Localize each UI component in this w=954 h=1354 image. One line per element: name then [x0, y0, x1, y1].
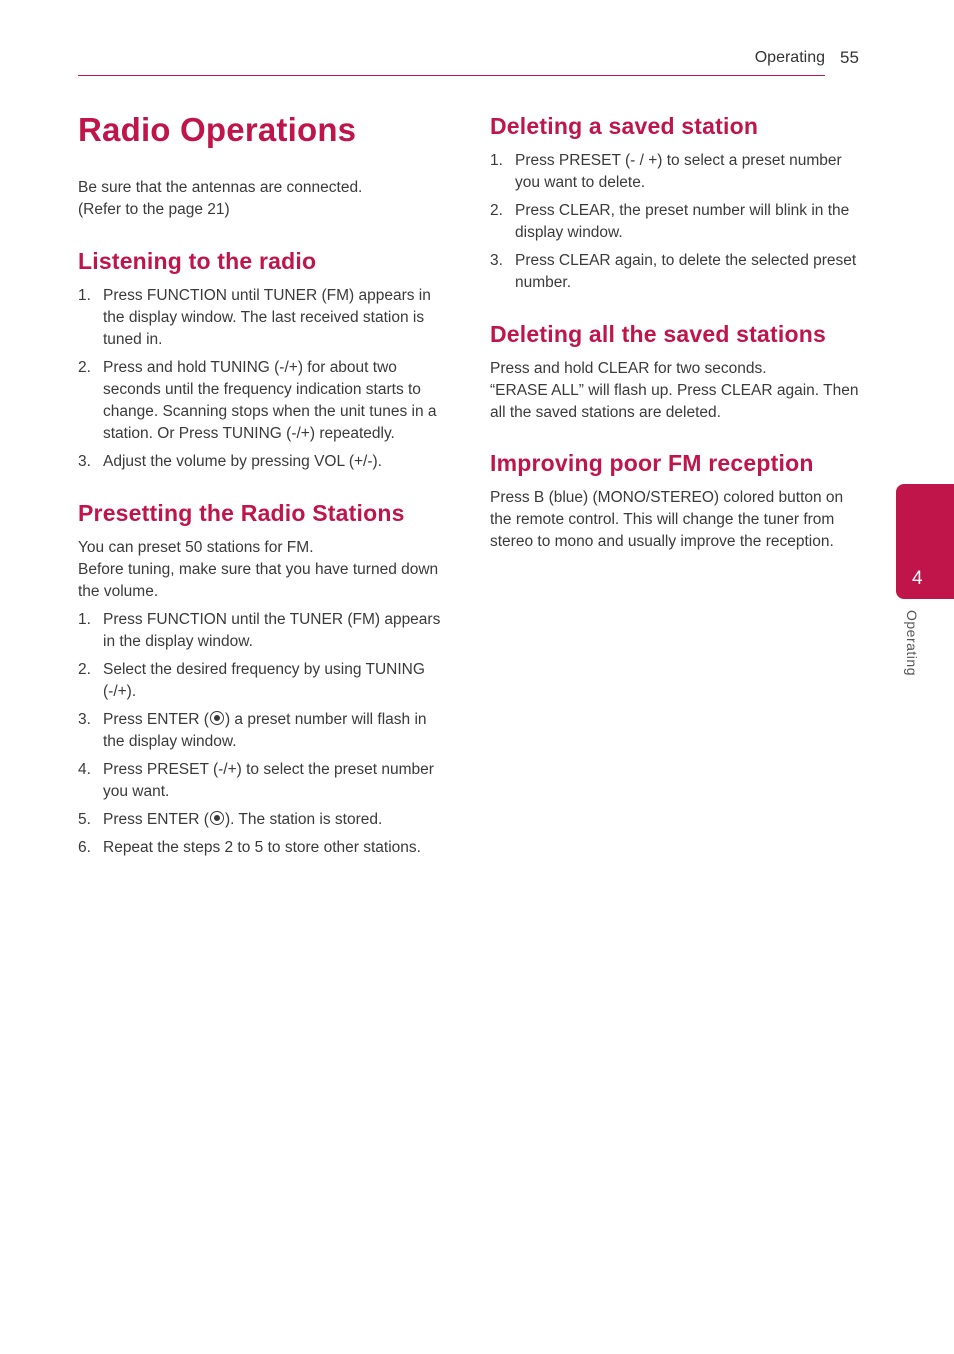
deleting-all-body: Press and hold CLEAR for two seconds. “ERASE ALL” will flash up. Press CLEAR again. Then all the saved stations are deleted. [490, 360, 859, 421]
list-item: 1. Press FUNCTION until TUNER (FM) appears in the display window. The last received station is tuned in. [78, 287, 431, 348]
list-item: 4. Press PRESET (-/+) to select the preset number you want. [78, 761, 434, 800]
intro-line: Be sure that the antennas are connected. [78, 179, 363, 196]
list-item: 2. Select the desired frequency by using TUNING (-/+). [78, 661, 425, 700]
chapter-number: 4 [912, 568, 923, 589]
presetting-intro: You can preset 50 stations for FM. Before tuning, make sure that you have turned down the volume. [78, 539, 439, 600]
presetting-steps [78, 609, 448, 865]
list-item: 2. Press and hold TUNING (-/+) for about two seconds until the frequency indication starts to change. Scanning stops when the unit tunes in a station. Or Press TUNING (-/+) repeatedly. [78, 359, 437, 442]
section-heading-deleting-one: Deleting a saved station [490, 113, 759, 139]
section-heading-improving: Improving poor FM reception [490, 450, 814, 476]
enter-icon [210, 711, 224, 725]
intro-text [78, 177, 448, 221]
enter-icon [210, 811, 224, 825]
running-header-section: Operating [754, 49, 825, 66]
page-title: Radio Operations [78, 111, 357, 148]
chapter-label: Operating [904, 610, 920, 676]
header-rule [78, 75, 825, 76]
list-item: 1. Press PRESET (- / +) to select a preset number you want to delete. [490, 152, 842, 191]
list-item: 6. Repeat the steps 2 to 5 to store other stations. [78, 839, 421, 856]
page-number: 55 [840, 48, 859, 67]
section-heading-listening: Listening to the radio [78, 248, 317, 274]
section-heading-presetting: Presetting the Radio Stations [78, 500, 405, 526]
list-item: 2. Press CLEAR, the preset number will blink in the display window. [490, 202, 850, 241]
section-heading-deleting-all: Deleting all the saved stations [490, 321, 826, 347]
list-item: 3. Press CLEAR again, to delete the selected preset number. [490, 252, 857, 291]
listening-steps [78, 285, 448, 479]
deleting-one-steps [490, 150, 866, 300]
list-item: 1. Press FUNCTION until the TUNER (FM) appears in the display window. [78, 611, 441, 650]
list-item: 5. Press ENTER ( ). The station is stored. [78, 811, 383, 828]
intro-line: (Refer to the page 21) [78, 201, 230, 218]
list-item: 3. Adjust the volume by pressing VOL (+/-). [78, 453, 382, 470]
list-item: 3. Press ENTER ( ) a preset number will flash in the display window. [78, 711, 427, 750]
chapter-tab [896, 484, 954, 599]
improving-body: Press B (blue) (MONO/STEREO) colored button on the remote control. This will change the tuner from stereo to mono and usually improve the reception. [490, 489, 844, 550]
